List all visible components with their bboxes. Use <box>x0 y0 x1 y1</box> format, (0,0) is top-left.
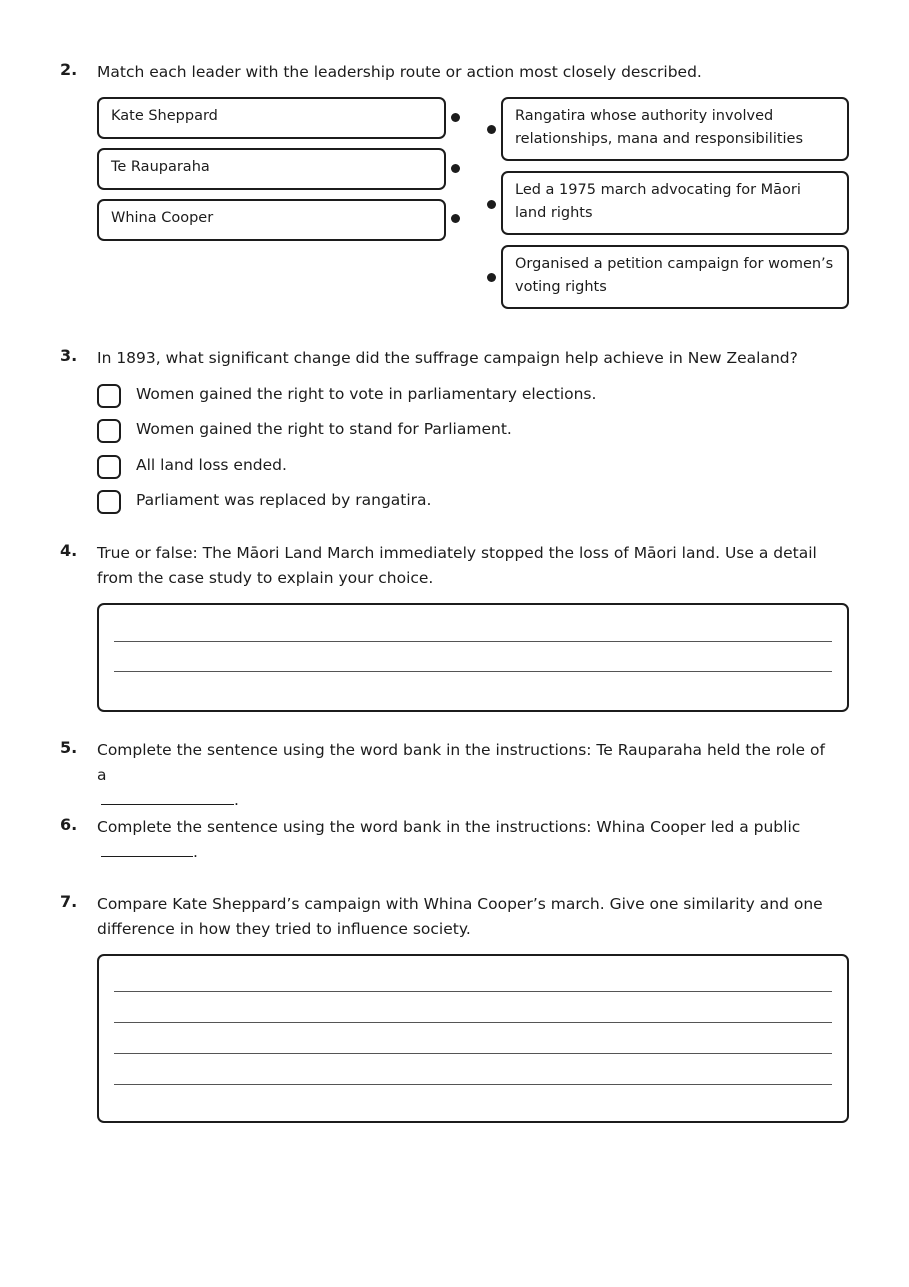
answer-box[interactable] <box>97 603 849 712</box>
question-prompt <box>97 738 837 813</box>
question-number: 7. <box>60 892 78 911</box>
checkbox[interactable] <box>97 455 121 479</box>
leader-label: Whina Cooper <box>111 210 214 226</box>
option-label: Women gained the right to vote in parliamentary elections. <box>136 385 597 403</box>
writing-line <box>114 1053 832 1054</box>
match-dot-left[interactable] <box>451 113 460 122</box>
question-prompt <box>97 815 837 865</box>
question-prompt: Compare Kate Sheppard’s campaign with Whina Cooper’s march. Give one similarity and one difference in how they tried to influence society. <box>97 895 823 938</box>
question-prompt: True or false: The Māori Land March immediately stopped the loss of Māori land. Use a detail from the case study to explain your choice. <box>97 544 817 587</box>
description-box-petition[interactable] <box>501 245 849 309</box>
match-dot-right[interactable] <box>487 200 496 209</box>
leader-label: Kate Sheppard <box>111 108 218 124</box>
question-number: 4. <box>60 541 78 560</box>
question-prompt: In 1893, what significant change did the suffrage campaign help achieve in New Zealand? <box>97 349 798 367</box>
question-number: 3. <box>60 346 78 365</box>
question-prompt: Match each leader with the leadership route or action most closely described. <box>97 63 702 81</box>
writing-line <box>114 1022 832 1023</box>
match-dot-right[interactable] <box>487 125 496 134</box>
writing-line <box>114 991 832 992</box>
checkbox[interactable] <box>97 490 121 514</box>
match-dot-left[interactable] <box>451 164 460 173</box>
description-box-land-march[interactable] <box>501 171 849 235</box>
leader-box-kate-sheppard[interactable] <box>97 97 446 139</box>
leader-label: Te Rauparaha <box>111 159 210 175</box>
question-number: 2. <box>60 60 78 79</box>
writing-line <box>114 1084 832 1085</box>
writing-line <box>114 671 832 672</box>
sentence-end: . <box>234 791 239 809</box>
writing-line <box>114 641 832 642</box>
description-box-rangatira[interactable] <box>501 97 849 161</box>
match-dot-right[interactable] <box>487 273 496 282</box>
question-number: 6. <box>60 815 78 834</box>
description-label: Organised a petition campaign for women’s voting rights <box>515 256 834 295</box>
question-number: 5. <box>60 738 78 757</box>
option-label: All land loss ended. <box>136 456 287 474</box>
option-label: Parliament was replaced by rangatira. <box>136 491 432 509</box>
checkbox[interactable] <box>97 419 121 443</box>
description-label: Led a 1975 march advocating for Māori land rights <box>515 182 801 221</box>
option-label: Women gained the right to stand for Parliament. <box>136 420 512 438</box>
description-label: Rangatira whose authority involved relationships, mana and responsibilities <box>515 108 804 147</box>
answer-box[interactable] <box>97 954 849 1123</box>
prompt-text: Complete the sentence using the word bank in the instructions: Te Rauparaha held the role of a <box>97 741 825 784</box>
leader-box-whina-cooper[interactable] <box>97 199 446 241</box>
fill-in-blank[interactable] <box>101 788 234 805</box>
leader-box-te-rauparaha[interactable] <box>97 148 446 190</box>
sentence-end: . <box>193 843 198 861</box>
fill-in-blank[interactable] <box>101 840 193 857</box>
match-dot-left[interactable] <box>451 214 460 223</box>
prompt-text: Complete the sentence using the word bank in the instructions: Whina Cooper led a public <box>97 818 801 836</box>
checkbox[interactable] <box>97 384 121 408</box>
